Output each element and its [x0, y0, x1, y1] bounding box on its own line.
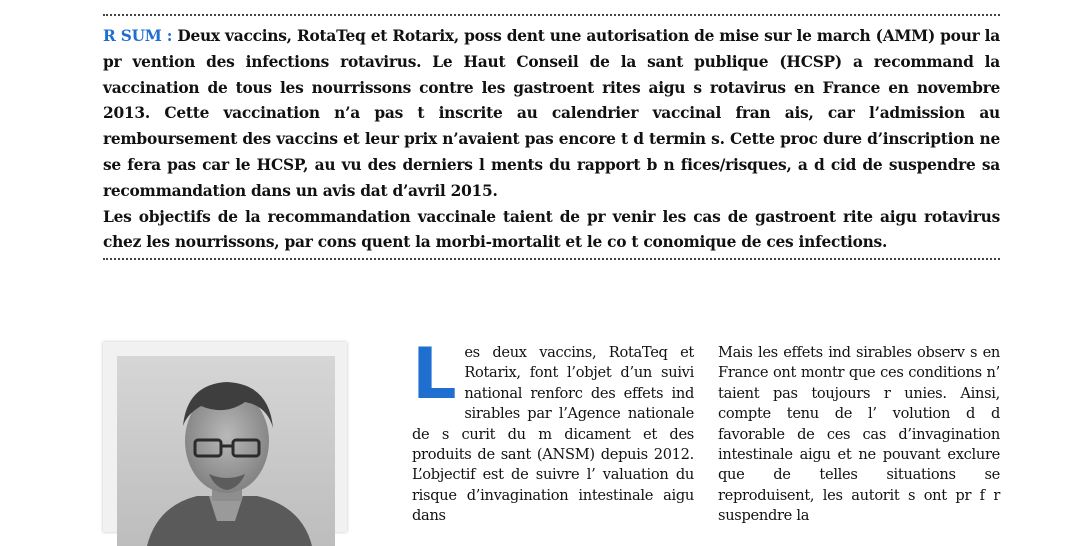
- dropcap-letter: L: [412, 333, 457, 415]
- abstract-box: [103, 24, 1000, 256]
- author-photo: [117, 356, 335, 546]
- top-dotted-rule: [103, 14, 1000, 16]
- article-text-right: Mais les effets ind sirables observ s en France ont montr que ces conditions n’ taient pas toujours r unies. Ainsi, compte tenu de l’ volution d d favorable de ces cas d’invagination intestinale aigu et ne pouvant exclure que de telles situations se reproduisent, les autorit s ont pr f r suspendre la: [718, 344, 1000, 525]
- abstract-paragraph-2: Les objectifs de la recommandation vaccinale taient de pr venir les cas de gastroent rite aigu rotavirus chez les nourrissons, par cons quent la morbi-mortalit et le co t conomique de ces infections.: [103, 207, 1000, 252]
- abstract-paragraph-1: [103, 24, 1000, 205]
- article-column-right: [718, 343, 1000, 527]
- abstract-label: R SUM :: [103, 27, 173, 45]
- article-column-left: [412, 333, 694, 527]
- author-photo-frame: [103, 342, 347, 532]
- article-text-left: es deux vaccins, RotaTeq et Rotarix, font l’objet d’un suivi national renforc des effets ind sirables par l’Agence nationale de s curit du m dicament et des produits de sant (ANSM) depuis 2012. L’objectif est de suivre l’ valuation du risque d’invagination intestinale aigu dans: [412, 344, 694, 525]
- bottom-dotted-rule: [103, 258, 1000, 260]
- abstract-text-1: Deux vaccins, RotaTeq et Rotarix, poss dent une autorisation de mise sur le march (AMM) pour la pr vention des infections rotavirus. Le Haut Conseil de la sant publique (HCSP) a recommand la vaccination de tous les nourrissons contre les gastroent rites aigu s rotavirus en France en novembre 2013. Cette vaccination n’a pas t inscrite au calendrier vaccinal fran ais, car l’admission au remboursement des vaccins et leur prix n’avaient pas encore t d termin s. Cette proc dure d’inscription ne se fera pas car le HCSP, au vu des derniers l ments du rapport b n fices/risques, a d cid de suspendre sa recommandation dans un avis dat d’avril 2015.: [103, 27, 1000, 200]
- author-portrait-illustration: [117, 356, 335, 546]
